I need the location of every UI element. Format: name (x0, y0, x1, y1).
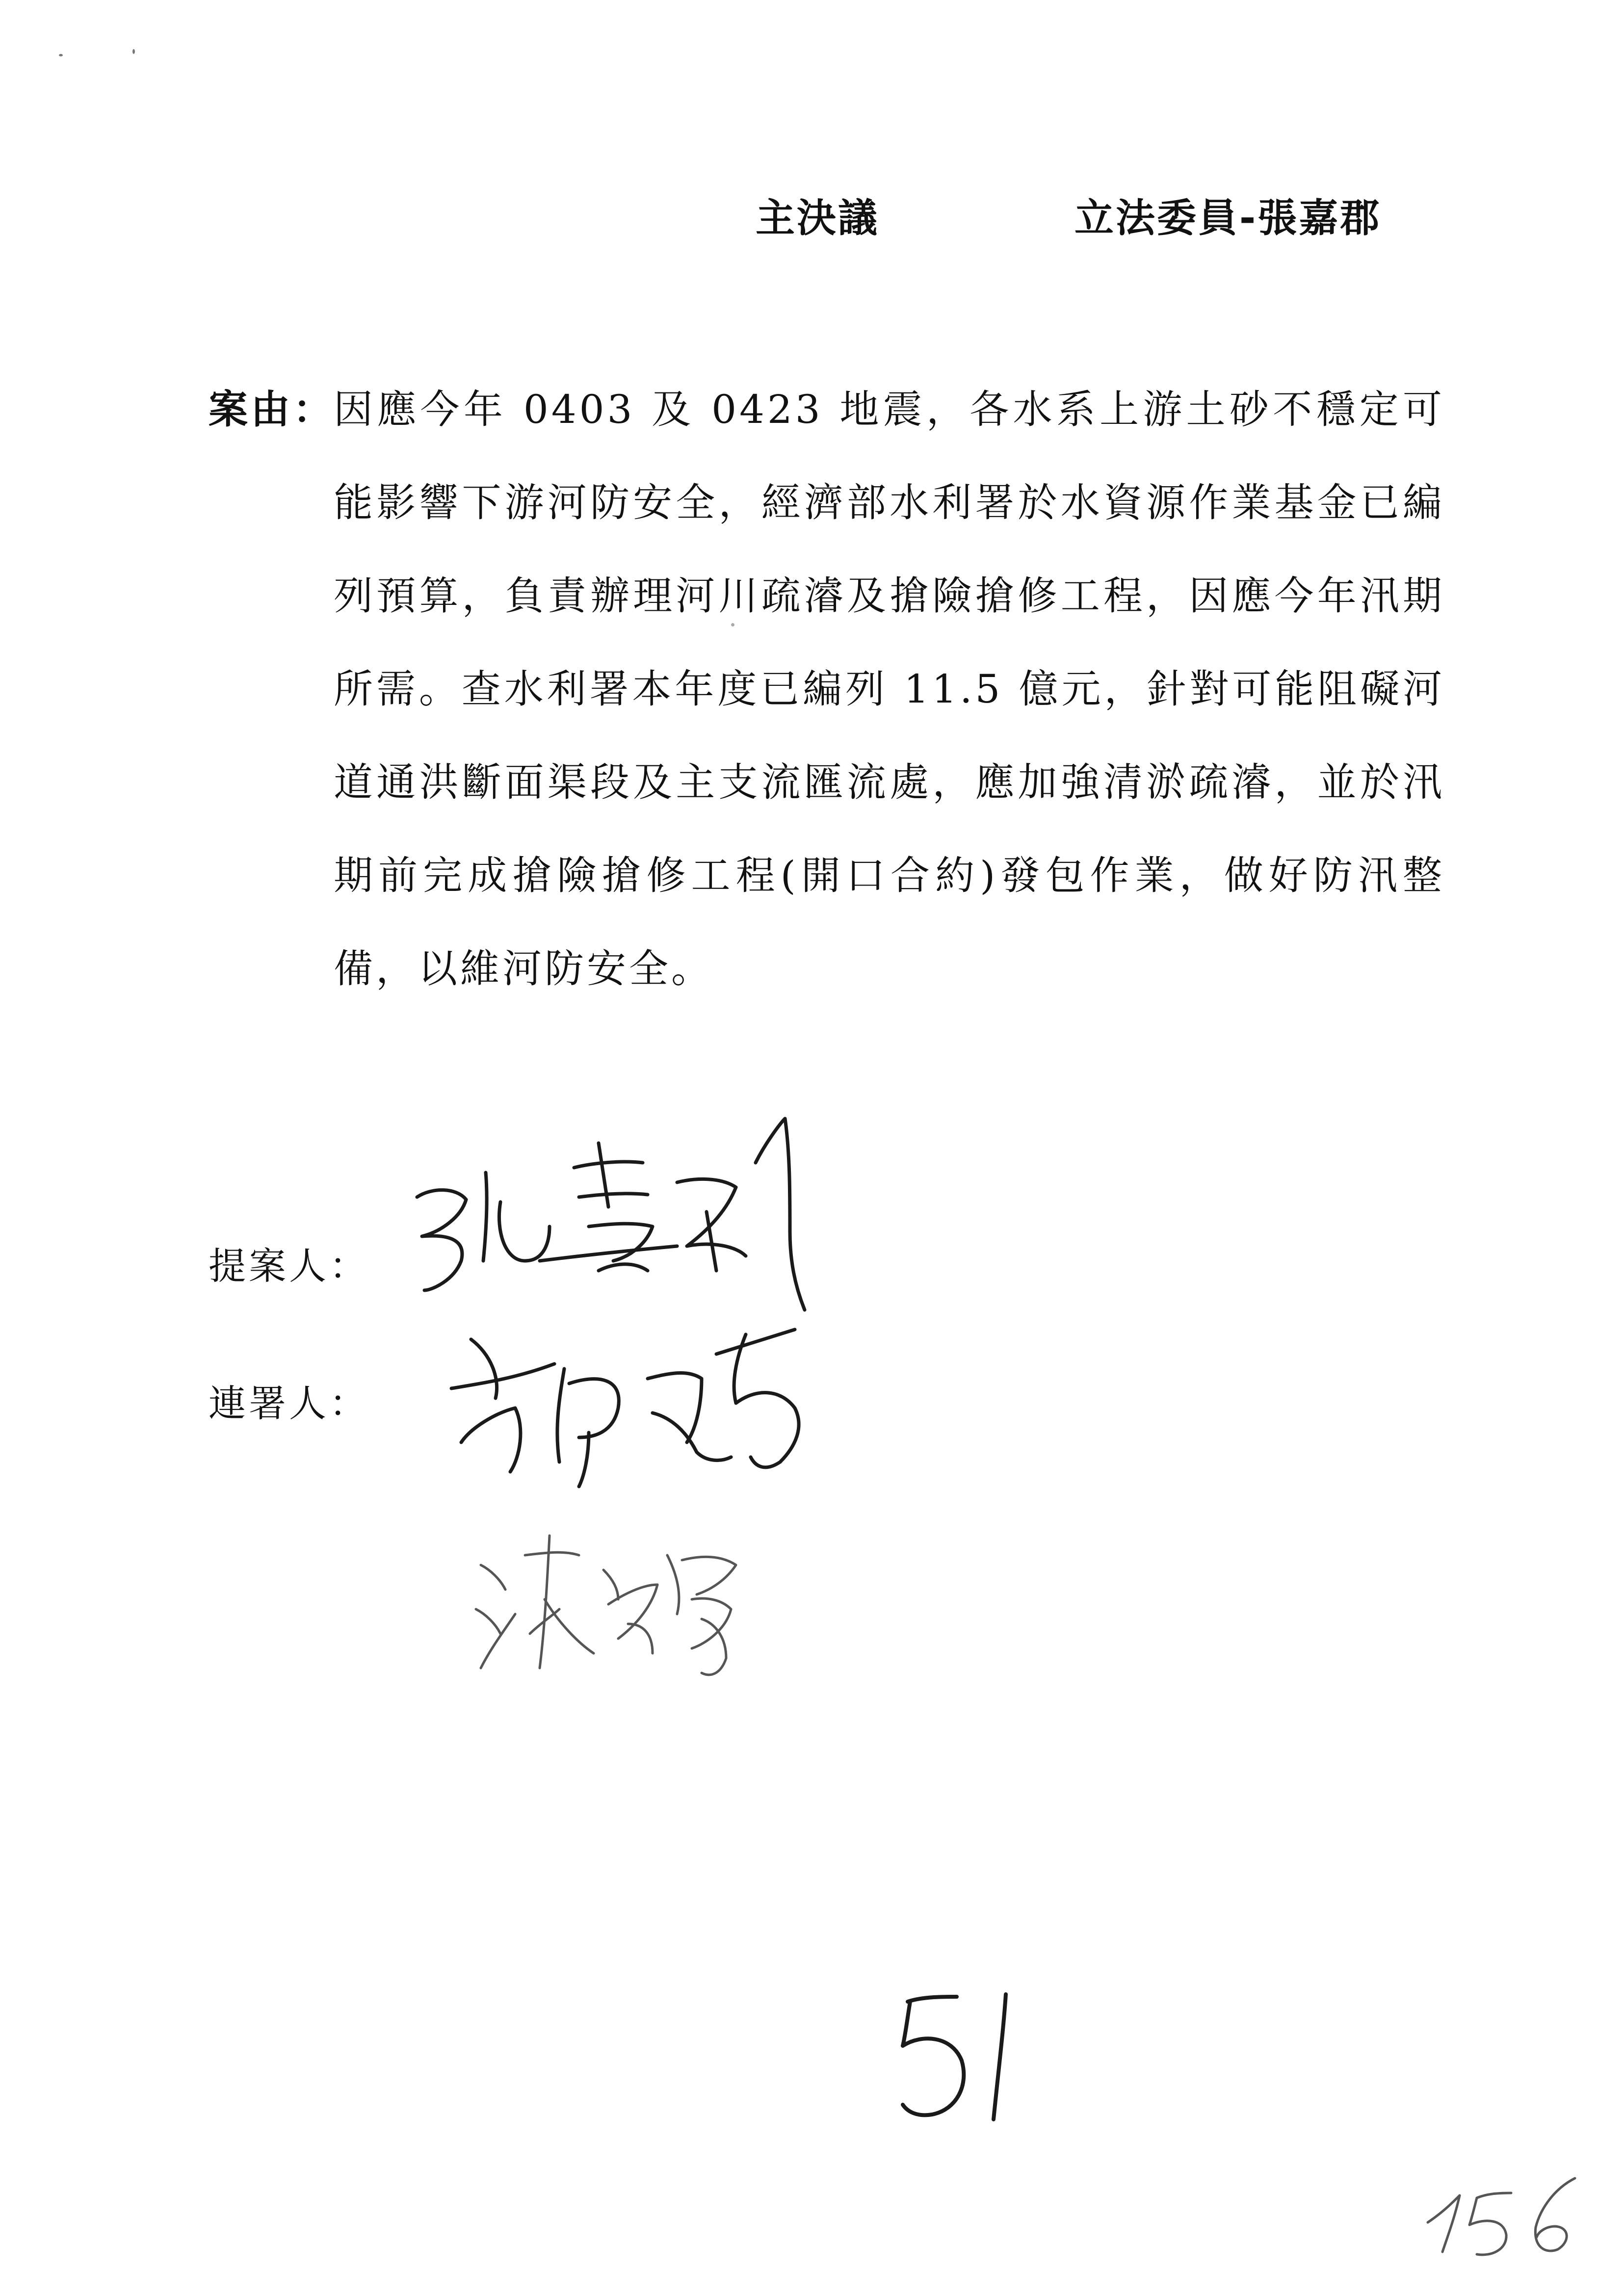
archive-number (1423, 2168, 1585, 2276)
cosigner-signature-1 (442, 1315, 824, 1501)
cosigner-label: 連署人： (209, 1382, 369, 1425)
scan-speck (132, 49, 135, 54)
archive-number-handwriting (1423, 2168, 1585, 2276)
page-number-handwriting (888, 1987, 1025, 2134)
document-header (756, 186, 1442, 245)
document-type: 主決議 (756, 195, 879, 241)
reason-text: 因應今年 0403 及 0423 地震，各水系上游土砂不穩定可能影響下游河防安全，經濟部水利署於水資源作業基金已編列預算，負責辦理河川疏濬及搶險搶修工程，因應今年汛期所需。查水利署本年度已編列 11.5 億元，針對可能阻礙河道通洪斷面渠段及主支流匯流處，應加強清淤疏濬，並於汛期前完成搶險搶修工程(開口合約)發包作業，做好防汛整備，以維河防安全。 (334, 387, 1445, 991)
cosigner-signature-2 (471, 1526, 765, 1683)
page-number (888, 1987, 1025, 2134)
proposer-title: 立法委員-張嘉郡 (1074, 195, 1382, 241)
proposer-signature (402, 1114, 844, 1349)
proposer-label: 提案人： (209, 1244, 369, 1288)
reason-label: 案由： (209, 387, 335, 432)
scan-speck (59, 54, 63, 56)
